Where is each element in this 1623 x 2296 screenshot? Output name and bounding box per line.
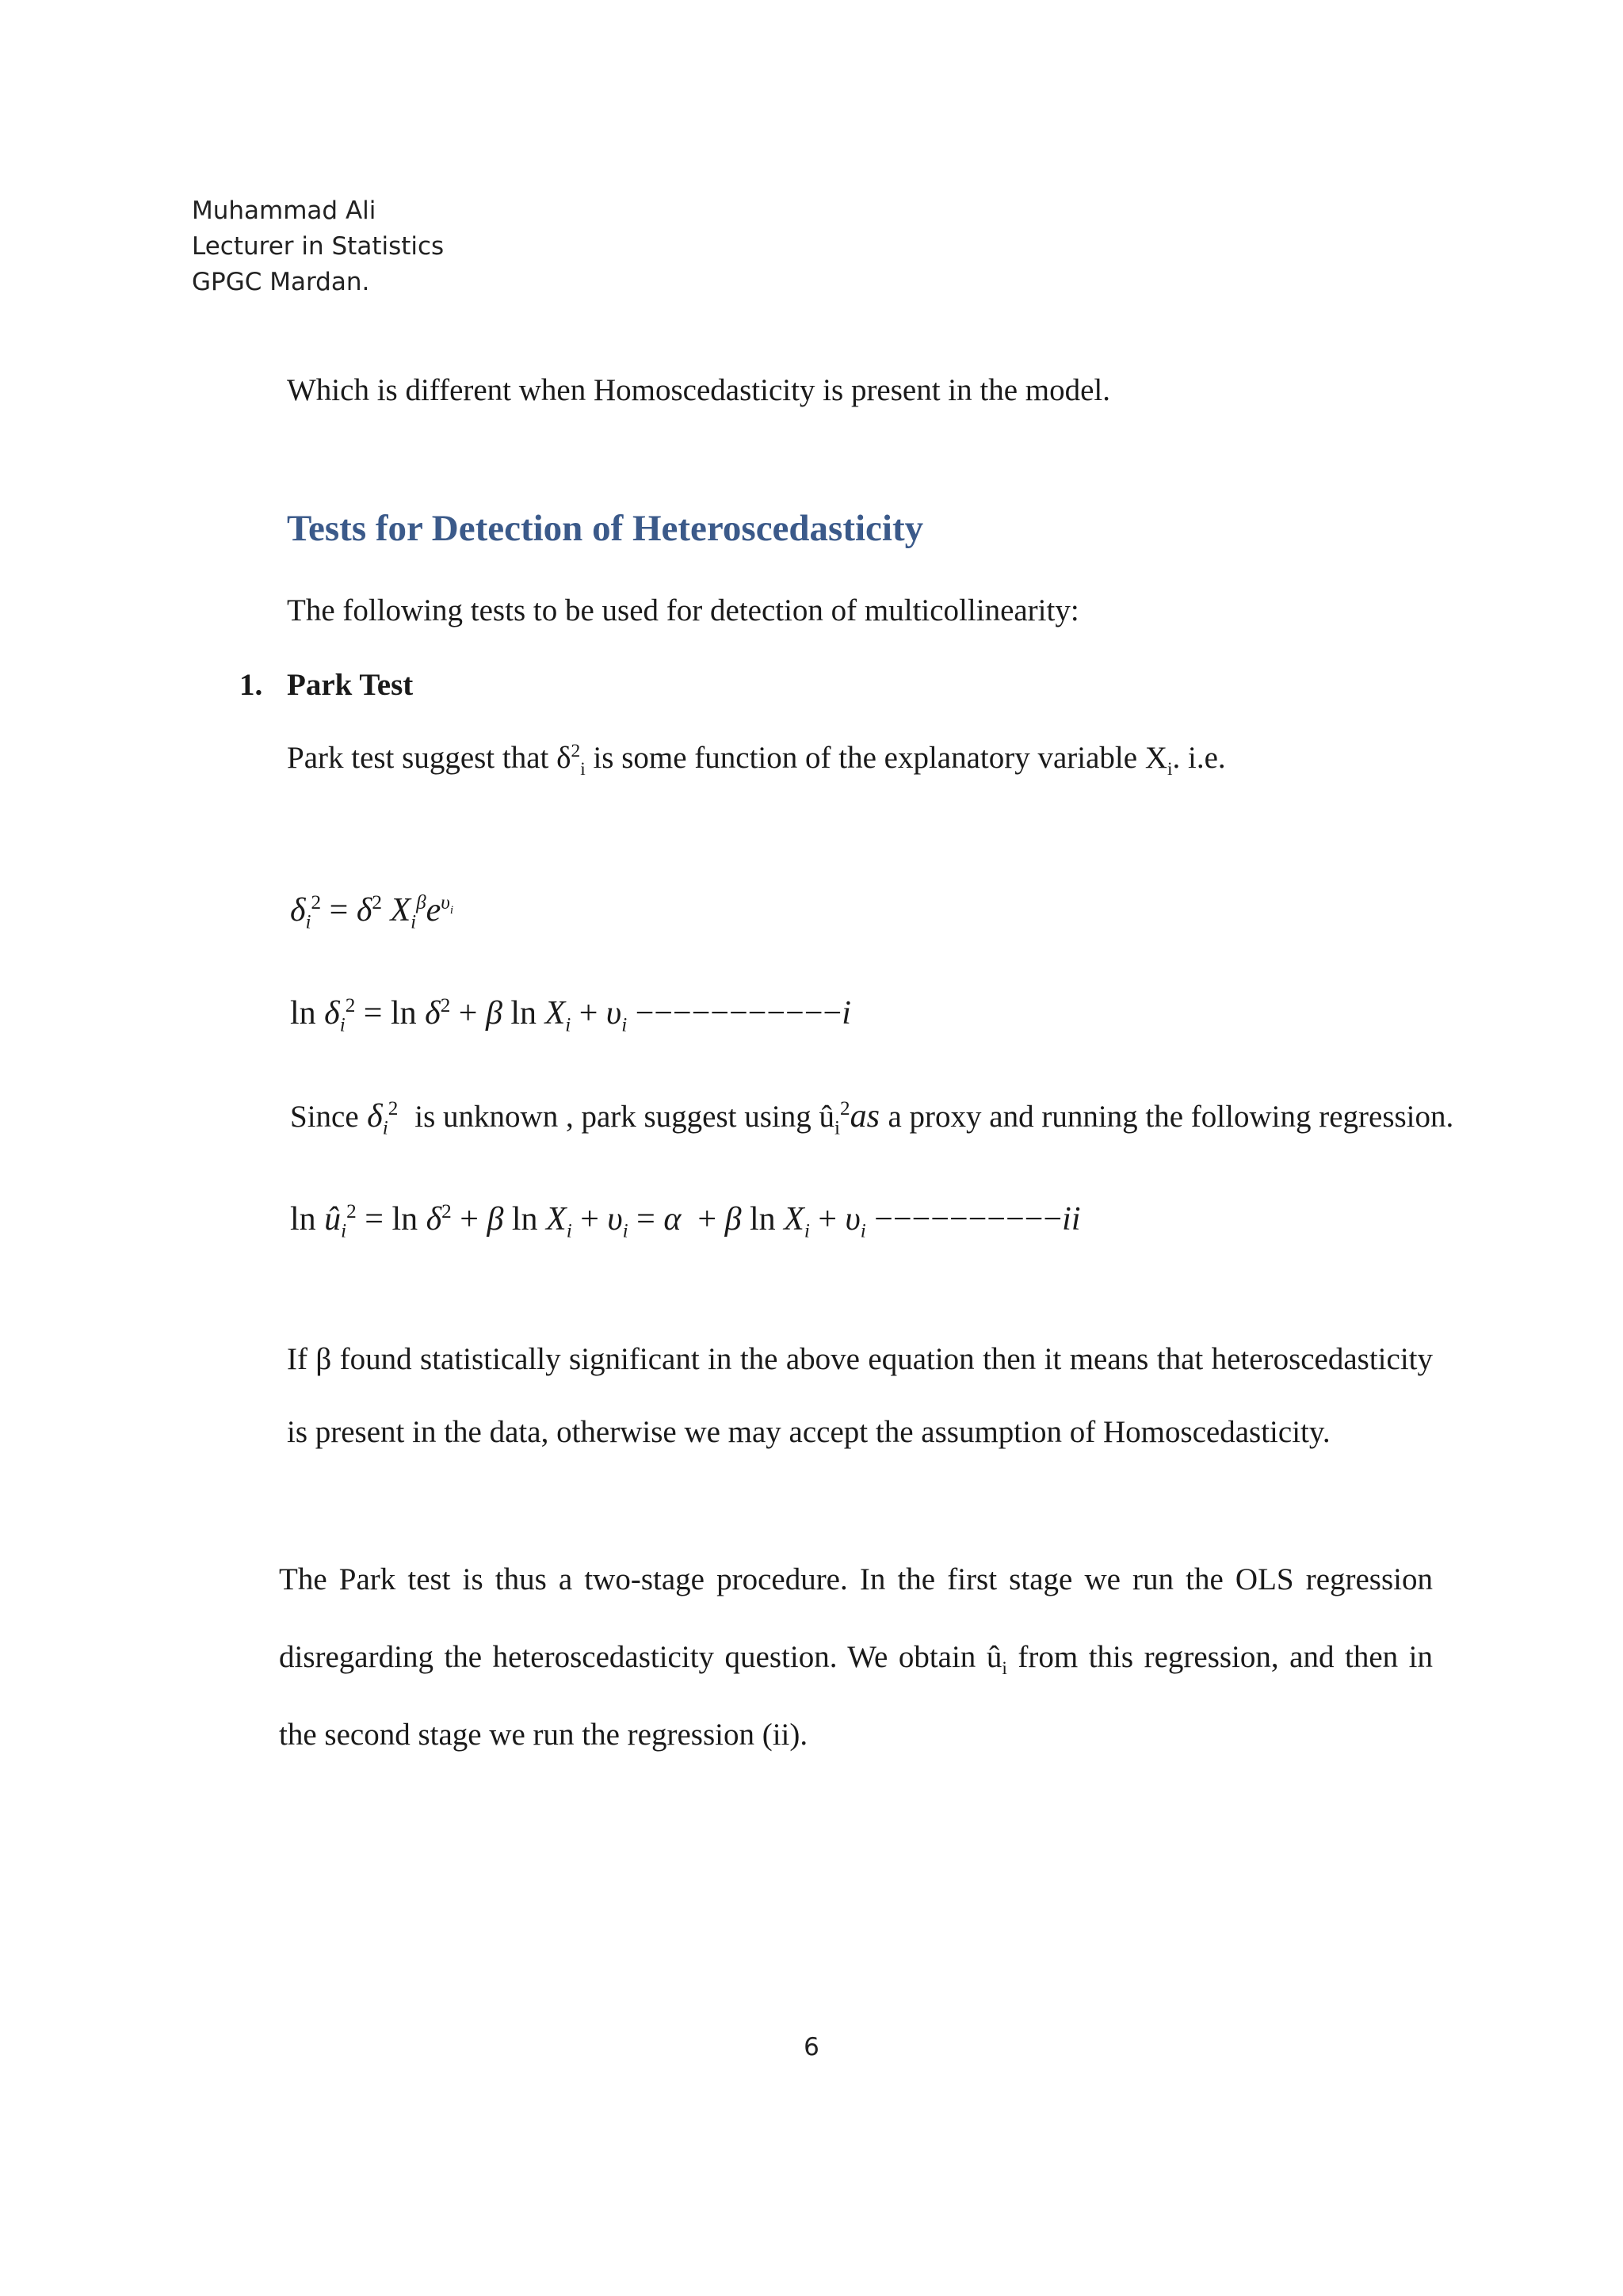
page-number: 6 (804, 2033, 819, 2061)
p2-after: from this regression, and then in the second stage we run the regression (ii). (279, 1640, 1434, 1752)
author-name: Muhammad Ali (192, 196, 376, 225)
eq3-unknown: is unknown , park suggest using û (414, 1100, 835, 1134)
eq2-ln: ln (290, 995, 316, 1032)
eq3-as: as (850, 1098, 880, 1135)
list-item-number: 1. (239, 668, 263, 702)
p2-before: The Park test is thus a two-stage procedure. In the first stage we run the OLS regression disregarding the heteroscedasticity question. We obtain û (279, 1562, 1433, 1674)
equation-1: $\delta_i^2 = \delta^2$ $X_i^\beta e^{\upsilon_i}$ (290, 892, 454, 933)
author-header (192, 193, 444, 300)
equation-3-proxy-text: Since $\delta_i^2$ is unknown , park suggest using $û_i^2as$ a proxy and running the following regression. (290, 1098, 1454, 1139)
park-text-after: is some function of the explanatory variable X (593, 741, 1167, 775)
intro-text: Which is different when Homoscedasticity is present in the model. (287, 373, 1111, 407)
section-heading: Tests for Detection of Heteroscedasticity (287, 508, 924, 549)
eq3-since: Since (290, 1100, 359, 1134)
following-text: The following tests to be used for detection of multicollinearity: (287, 593, 1079, 627)
author-position: Lecturer in Statistics (192, 232, 445, 261)
eq2-label: i (842, 995, 851, 1032)
park-text-end: . i.e. (1172, 741, 1226, 775)
eq2-dashes: −−−−−−−−−−− (635, 995, 842, 1032)
paragraph-two-stage: The Park test is thus a two-stage procedure. In the first stage we run the OLS regression disregarding the heteroscedasticity question. We obtain $û_i$ from this regression, and then in the second stage we run the regression (ii). (279, 1562, 1434, 1752)
equation-2: $\ln \delta_i^2 = \ln \delta^2 + \beta$ $\ln X_i + \upsilon_i -----------i$ (290, 995, 851, 1036)
paragraph-significance: If β found statistically significant in the above equation then it means that heteroscedasticity is present in the data, otherwise we may accept the assumption of Homoscedasticity. (287, 1342, 1433, 1449)
list-item-title: Park Test (287, 668, 414, 702)
equation-4: $\ln û_i^2 = \ln \delta^2 + \beta$ $\ln X_i + \upsilon_i = \alpha + \beta$ $\ln X_i + \upsilon_i ----------ii$ (290, 1201, 1081, 1242)
eq4-label: ii (1062, 1201, 1081, 1238)
eq4-dashes: −−−−−−−−−− (874, 1201, 1063, 1238)
eq3-rest: a proxy and running the following regression. (888, 1100, 1454, 1134)
author-institution: GPGC Mardan. (192, 268, 370, 296)
park-text-before: Park test suggest that δ (287, 741, 571, 775)
park-test-description: Park test suggest that $\delta^2_i$ is some function of the explanatory variable $X_i$. i.e. (287, 741, 1226, 780)
